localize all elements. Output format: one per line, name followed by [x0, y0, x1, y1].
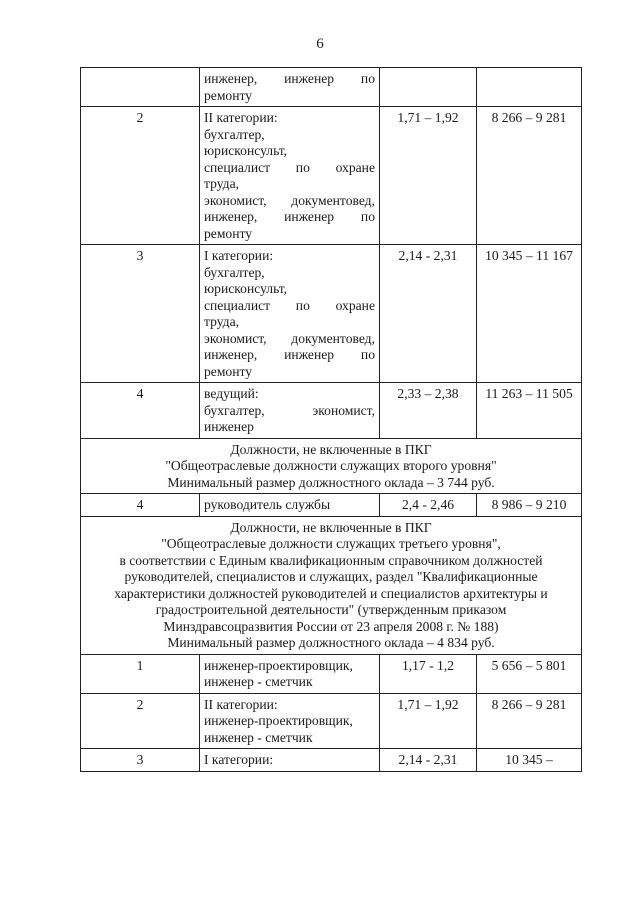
coefficient-cell: 2,4 - 2,46 [380, 494, 477, 517]
position-line: специалист по охране [204, 297, 375, 313]
position-line: I категории: [204, 752, 274, 767]
row-number: 2 [81, 693, 200, 749]
position-cell [200, 749, 380, 772]
position-line: юрисконсульт, [204, 143, 288, 158]
table-row [81, 107, 582, 245]
section-line: "Общеотраслевые должности служащих третьего уровня", [161, 536, 501, 551]
position-line: ремонту [204, 363, 253, 379]
position-cell [200, 654, 380, 693]
position-line: руководитель службы [204, 497, 331, 512]
coefficient-cell: 1,17 - 1,2 [380, 654, 477, 693]
position-line: бухгалтер, экономист, [204, 402, 375, 418]
position-line: юрисконсульт, [204, 281, 288, 296]
section-line: Минимальный размер должностного оклада – 3 744 руб. [167, 474, 495, 490]
position-line: инженер-проектировщик, [204, 713, 353, 728]
salary-cell: 10 345 – [477, 749, 582, 772]
position-line: инженер, инженер по [204, 209, 375, 224]
section-text [81, 438, 582, 494]
table-row [81, 245, 582, 383]
position-cell [200, 68, 380, 107]
row-number: 3 [81, 245, 200, 383]
position-line: I категории: [204, 248, 274, 263]
coefficient-cell: 1,71 – 1,92 [380, 693, 477, 749]
position-line: экономист, документовед, [204, 330, 375, 346]
row-number: 4 [81, 494, 200, 517]
section-line: "Общеотраслевые должности служащих второго уровня" [165, 458, 497, 473]
section-line: характеристики должностей руководителей и специалистов архитектуры и [114, 585, 548, 601]
position-line: ведущий: [204, 386, 259, 401]
row-number: 4 [81, 383, 200, 439]
position-cell [200, 107, 380, 245]
position-line: инженер - сметчик [204, 674, 313, 689]
coefficient-cell [380, 68, 477, 107]
section-row [81, 438, 582, 494]
table-row [81, 693, 582, 749]
position-line: II категории: [204, 696, 278, 712]
table-row [81, 654, 582, 693]
salary-cell: 8 986 – 9 210 [477, 494, 582, 517]
position-line: инженер - сметчик [204, 729, 313, 745]
position-cell [200, 245, 380, 383]
coefficient-cell: 1,71 – 1,92 [380, 107, 477, 245]
salary-cell: 8 266 – 9 281 [477, 107, 582, 245]
section-line: градостроительной деятельности" (утвержденным приказом [155, 602, 507, 617]
section-header-second-level [81, 438, 582, 494]
table-row [81, 494, 582, 517]
position-line: инженер, инженер по [204, 71, 375, 86]
table-row [81, 68, 582, 107]
section-line: Минимальный размер должностного оклада – 4 834 руб. [167, 635, 495, 650]
row-number: 2 [81, 107, 200, 245]
section-header-third-level [81, 516, 582, 654]
section-line: в соответствии с Единым квалификационным справочником должностей [119, 552, 543, 568]
coefficient-cell: 2,33 – 2,38 [380, 383, 477, 439]
section-line: Должности, не включенные в ПКГ [230, 441, 432, 457]
salary-cell: 11 263 – 11 505 [477, 383, 582, 439]
section-line: Должности, не включенные в ПКГ [230, 519, 432, 535]
row-number [81, 68, 200, 107]
page-number: 6 [316, 36, 324, 52]
salary-table [80, 67, 582, 772]
position-cell [200, 383, 380, 439]
position-line: инженер [204, 419, 254, 434]
position-line: инженер-проектировщик, [204, 657, 353, 673]
salary-cell: 8 266 – 9 281 [477, 693, 582, 749]
salary-cell: 5 656 – 5 801 [477, 654, 582, 693]
table-body-a [81, 68, 582, 439]
salary-cell: 10 345 – 11 167 [477, 245, 582, 383]
position-line: бухгалтер, [204, 264, 265, 280]
position-line: специалист по охране [204, 159, 375, 175]
position-cell [200, 693, 380, 749]
section-text [81, 516, 582, 654]
section-row [81, 516, 582, 654]
section-line: руководителей, специалистов и служащих, раздел "Квалификационные [124, 569, 538, 584]
table-body-b [81, 494, 582, 517]
row-number: 1 [81, 654, 200, 693]
position-line: II категории: [204, 110, 278, 125]
position-line: труда, [204, 176, 240, 191]
section-line: Минздравсоцразвития России от 23 апреля 2008 г. № 188) [163, 618, 499, 634]
table-body-c [81, 654, 582, 771]
position-line: инженер, инженер по [204, 347, 375, 362]
row-number: 3 [81, 749, 200, 772]
position-line: экономист, документовед, [204, 192, 375, 208]
coefficient-cell: 2,14 - 2,31 [380, 245, 477, 383]
table-row [81, 749, 582, 772]
position-line: ремонту [204, 225, 253, 241]
position-cell [200, 494, 380, 517]
position-line: труда, [204, 314, 240, 329]
salary-cell [477, 68, 582, 107]
table-row [81, 383, 582, 439]
coefficient-cell: 2,14 - 2,31 [380, 749, 477, 772]
position-line: бухгалтер, [204, 126, 265, 142]
position-line: ремонту [204, 87, 253, 103]
